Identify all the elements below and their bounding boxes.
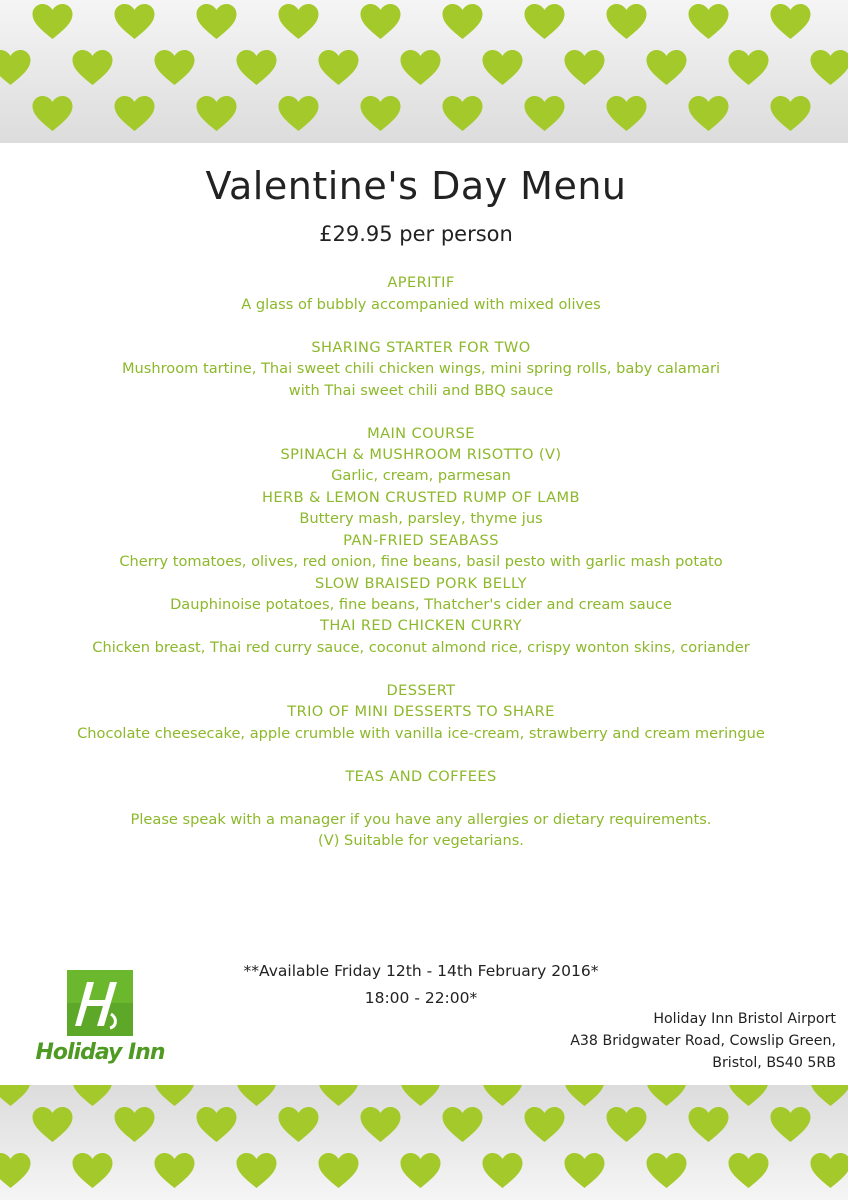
hotel-city: Bristol, BS40 5RB [712, 1055, 836, 1071]
heart-icon [32, 96, 73, 132]
heart-icon [0, 1085, 31, 1107]
holiday-inn-logo [25, 970, 175, 1070]
heart-icon [688, 96, 729, 132]
heart-icon [72, 1085, 113, 1107]
heart-icon [770, 96, 811, 132]
menu-title: Valentine's Day Menu [205, 164, 627, 208]
heart-icon [360, 4, 401, 40]
heart-icon [482, 50, 523, 86]
heart-icon [236, 1085, 277, 1107]
dish-name: TRIO OF MINI DESSERTS TO SHARE [287, 703, 555, 720]
availability-dates: **Available Friday 12th - 14th February 2016* [243, 962, 599, 980]
heart-icon [400, 50, 441, 86]
heart-icon [810, 50, 848, 86]
heart-icon [524, 1107, 565, 1143]
heart-icon [278, 96, 319, 132]
heart-icon [728, 1153, 769, 1189]
course-heading: SHARING STARTER FOR TWO [311, 339, 531, 356]
course-heading: DESSERT [386, 682, 456, 699]
heart-icon [646, 1153, 687, 1189]
heart-icon [606, 1107, 647, 1143]
top-heart-border [0, 0, 848, 143]
heart-icon [114, 96, 155, 132]
heart-icon [688, 4, 729, 40]
hotel-name: Holiday Inn Bristol Airport [653, 1011, 836, 1027]
dish-description: Buttery mash, parsley, thyme jus [299, 510, 543, 527]
menu-price: £29.95 per person [319, 222, 513, 246]
dish-name: SLOW BRAISED PORK BELLY [315, 575, 527, 592]
heart-icon [154, 1085, 195, 1107]
course-description: with Thai sweet chili and BBQ sauce [288, 382, 554, 399]
bottom-heart-border [0, 1085, 848, 1200]
heart-icon [154, 50, 195, 86]
heart-icon [564, 50, 605, 86]
allergy-note: Please speak with a manager if you have any allergies or dietary requirements. [130, 811, 712, 828]
heart-icon [646, 50, 687, 86]
heart-icon [728, 1085, 769, 1107]
heart-icon [770, 1107, 811, 1143]
dish-name: HERB & LEMON CRUSTED RUMP OF LAMB [262, 489, 580, 506]
heart-icon [564, 1153, 605, 1189]
heart-icon [360, 1107, 401, 1143]
heart-icon [32, 1107, 73, 1143]
heart-icon [236, 50, 277, 86]
heart-icon [196, 1107, 237, 1143]
dish-description: Garlic, cream, parmesan [331, 467, 511, 484]
heart-icon [400, 1153, 441, 1189]
heart-icon [810, 1153, 848, 1189]
availability-times: 18:00 - 22:00* [364, 989, 478, 1007]
heart-icon [442, 4, 483, 40]
heart-icon [278, 4, 319, 40]
heart-icon [482, 1085, 523, 1107]
heart-icon [728, 50, 769, 86]
heart-icon [400, 1085, 441, 1107]
heart-icon [72, 1153, 113, 1189]
heart-icon [318, 50, 359, 86]
heart-icon [442, 1107, 483, 1143]
heart-icon [318, 1085, 359, 1107]
heart-icon [524, 96, 565, 132]
dish-description: Chicken breast, Thai red curry sauce, coconut almond rice, crispy wonton skins, coriander [92, 639, 750, 656]
heart-icon [770, 4, 811, 40]
heart-icon [360, 96, 401, 132]
course-heading: TEAS AND COFFEES [345, 768, 497, 785]
heart-icon [236, 1153, 277, 1189]
heart-icon [524, 4, 565, 40]
course-description: Mushroom tartine, Thai sweet chili chicken wings, mini spring rolls, baby calamari [121, 360, 721, 377]
heart-icon [196, 4, 237, 40]
heart-icon [606, 4, 647, 40]
dish-name: SPINACH & MUSHROOM RISOTTO (V) [280, 446, 562, 463]
heart-icon [32, 4, 73, 40]
holiday-inn-h-logo-icon [67, 970, 133, 1036]
dish-name: THAI RED CHICKEN CURRY [320, 617, 522, 634]
heart-icon [810, 1085, 848, 1107]
dish-description: Chocolate cheesecake, apple crumble with vanilla ice-cream, strawberry and cream meringue [77, 725, 765, 742]
dish-description: Cherry tomatoes, olives, red onion, fine beans, basil pesto with garlic mash potato [119, 553, 723, 570]
hotel-street: A38 Bridgwater Road, Cowslip Green, [570, 1033, 836, 1049]
heart-icon [278, 1107, 319, 1143]
heart-icon [482, 1153, 523, 1189]
course-heading: APERITIF [387, 274, 455, 291]
heart-icon [318, 1153, 359, 1189]
heart-icon [442, 96, 483, 132]
heart-icon [688, 1107, 729, 1143]
heart-icon [72, 50, 113, 86]
heart-icon [606, 96, 647, 132]
heart-icon [114, 1107, 155, 1143]
heart-icon [196, 96, 237, 132]
heart-icon [0, 50, 31, 86]
heart-icon [564, 1085, 605, 1107]
holiday-inn-wordmark: Holiday Inn [35, 1040, 165, 1065]
heart-icon [114, 4, 155, 40]
heart-icon [646, 1085, 687, 1107]
heart-icon [154, 1153, 195, 1189]
dish-name: PAN-FRIED SEABASS [343, 532, 499, 549]
course-heading: MAIN COURSE [367, 425, 475, 442]
vegetarian-note: (V) Suitable for vegetarians. [318, 832, 524, 849]
dish-description: Dauphinoise potatoes, fine beans, Thatcher's cider and cream sauce [170, 596, 672, 613]
heart-icon [0, 1153, 31, 1189]
course-description: A glass of bubbly accompanied with mixed olives [241, 296, 601, 313]
